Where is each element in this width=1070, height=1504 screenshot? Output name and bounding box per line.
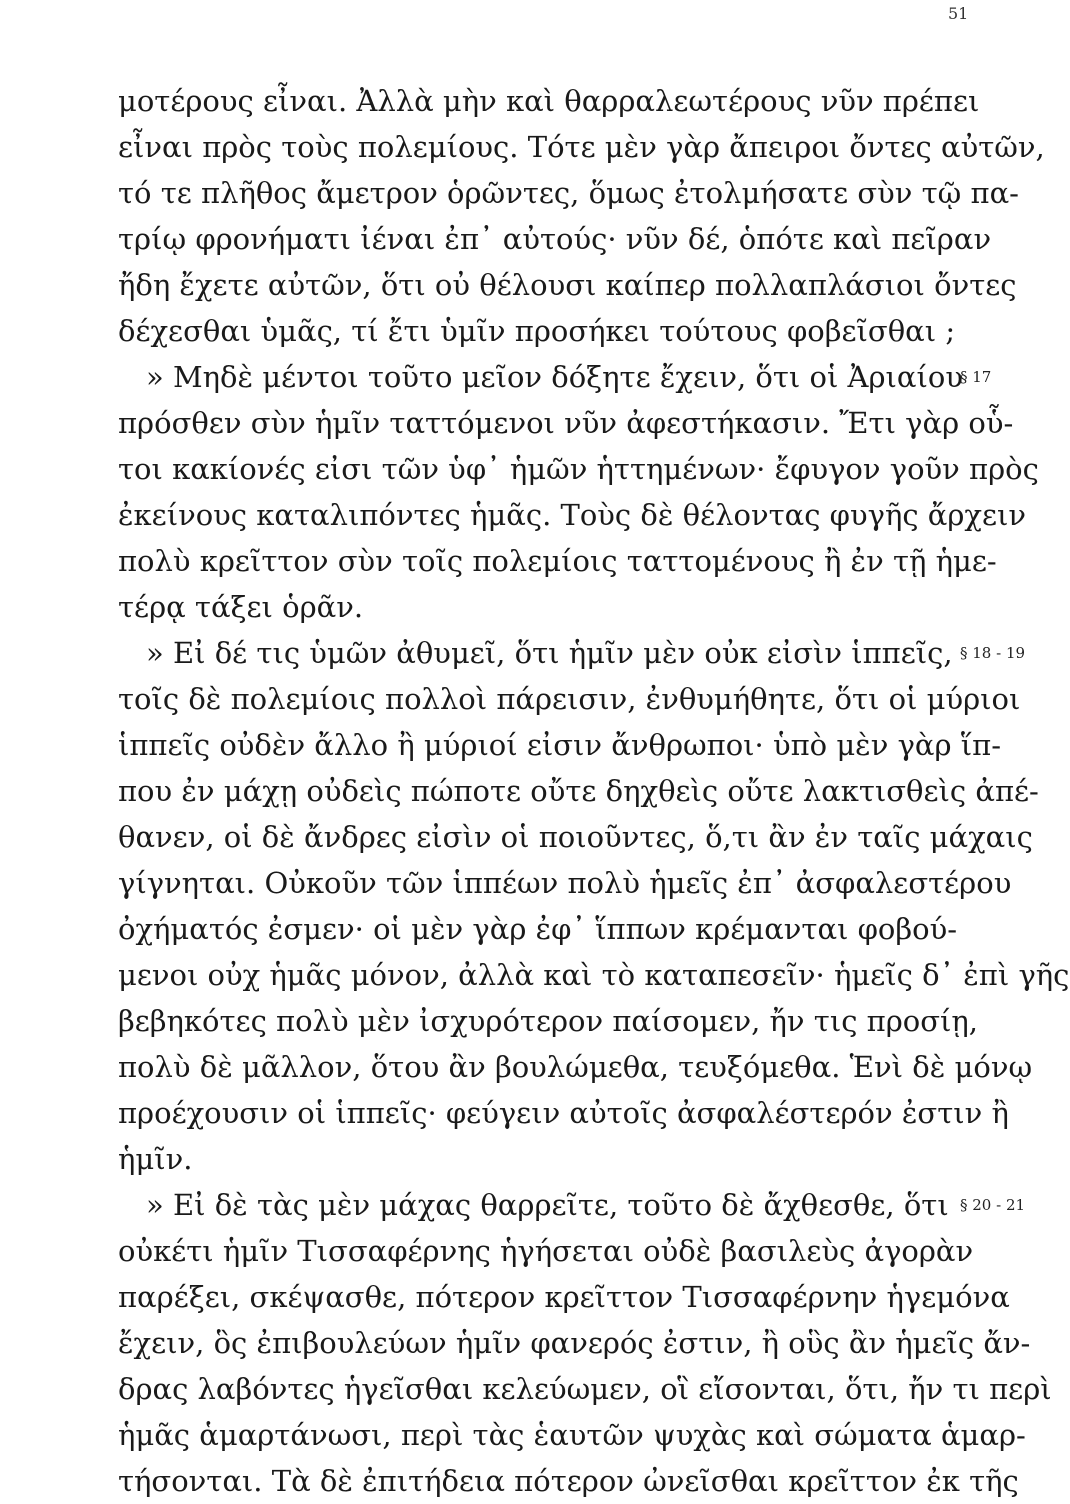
- section-marker: § 20 - 21: [960, 1196, 1026, 1214]
- line-text: ὀχήματός ἐσμεν· οἱ μὲν γὰρ ἐφ᾽ ἵππων κρέμανται φοβού-: [118, 912, 958, 946]
- line-text: τοι κακίονές εἰσι τῶν ὑφ᾽ ἡμῶν ἡττημένων· ἔφυγον γοῦν πρὸς: [118, 452, 1039, 486]
- text-line: [118, 952, 1070, 998]
- text-line: [118, 400, 1014, 446]
- line-text: τοῖς δὲ πολεμίοις πολλοὶ πάρεισιν, ἐνθυμήθητε, ὅτι οἱ μύριοι: [118, 682, 1021, 716]
- line-text: γίγνηται. Οὐκοῦν τῶν ἱππέων πολὺ ἡμεῖς ἐπ᾽ ἀσφαλεστέρου: [118, 866, 1012, 900]
- text-line: [118, 676, 1021, 722]
- line-text: προέχουσιν οἱ ἱππεῖς· φεύγειν αὐτοῖς ἀσφαλέστερόν ἐστιν ἢ: [118, 1096, 1009, 1130]
- text-line: [118, 78, 998, 124]
- line-text: μενοι οὐχ ἡμᾶς μόνον, ἀλλὰ καὶ τὸ καταπεσεῖν· ἡμεῖς δ᾽ ἐπὶ γῆς: [118, 958, 1070, 992]
- text-line: [118, 538, 998, 584]
- line-text: ἔχειν, ὃς ἐπιβουλεύων ἡμῖν φανερός ἐστιν, ἢ οὓς ἂν ἡμεῖς ἄν-: [118, 1326, 1031, 1360]
- line-text: εἶναι πρὸς τοὺς πολεμίους. Τότε μὲν γὰρ ἄπειροι ὄντες αὐτῶν,: [118, 130, 1045, 164]
- line-text: ἡμᾶς ἁμαρτάνωσι, περὶ τὰς ἑαυτῶν ψυχὰς καὶ σώματα ἁμαρ-: [118, 1418, 1026, 1452]
- line-text: βεβηκότες πολὺ μὲν ἰσχυρότερον παίσομεν, ἤν τις προσίῃ,: [118, 1004, 978, 1038]
- text-line: [118, 262, 1017, 308]
- text-line: [118, 1274, 1010, 1320]
- text-line: [118, 170, 1019, 216]
- text-line: [118, 1412, 1026, 1458]
- text-line: [118, 906, 998, 952]
- text-line: [118, 768, 1039, 814]
- line-text: ἐκείνους καταλιπόντες ἡμᾶς. Τοὺς δὲ θέλοντας φυγῆς ἄρχειν: [118, 498, 1027, 532]
- text-line: [118, 1366, 1052, 1412]
- text-line: [118, 446, 1039, 492]
- line-text: τέρᾳ τάξει ὁρᾶν.: [118, 590, 364, 624]
- line-text: τρίῳ φρονήματι ἰέναι ἐπ᾽ αὐτούς· νῦν δέ, ὁπότε καὶ πεῖραν: [118, 222, 992, 256]
- section-marker: § 17: [960, 368, 992, 386]
- section-marker: § 18 - 19: [960, 644, 1026, 662]
- line-text: δέχεσθαι ὑμᾶς, τί ἔτι ὑμῖν προσήκει τούτους φοβεῖσθαι ;: [118, 314, 956, 348]
- line-text: οὐκέτι ἡμῖν Τισσαφέρνης ἡγήσεται οὐδὲ βασιλεὺς ἀγορὰν: [118, 1234, 974, 1268]
- line-text: θανεν, οἱ δὲ ἄνδρες εἰσὶν οἱ ποιοῦντες, ὅ,τι ἂν ἐν ταῖς μάχαις: [118, 820, 1033, 854]
- text-line: [118, 860, 1012, 906]
- text-line: [118, 1182, 1026, 1228]
- line-text: που ἐν μάχῃ οὐδεὶς πώποτε οὔτε δηχθεὶς οὔτε λακτισθεὶς ἀπέ-: [118, 774, 1039, 808]
- text-line: [118, 1136, 998, 1182]
- line-text: τήσονται. Τὰ δὲ ἐπιτήδεια πότερον ὠνεῖσθαι κρεῖττον ἐκ τῆς: [118, 1464, 1019, 1498]
- line-text: δρας λαβόντες ἡγεῖσθαι κελεύωμεν, οἳ εἴσονται, ὅτι, ἤν τι περὶ: [118, 1372, 1052, 1406]
- line-text: ἤδη ἔχετε αὐτῶν, ὅτι οὐ θέλουσι καίπερ πολλαπλάσιοι ὄντες: [118, 268, 1017, 302]
- text-line: [118, 1458, 1019, 1504]
- line-text: παρέξει, σκέψασθε, πότερον κρεῖττον Τισσαφέρνην ἡγεμόνα: [118, 1280, 1010, 1314]
- text-line: [118, 1228, 998, 1274]
- text-line: [118, 814, 1033, 860]
- body-text: [118, 78, 1070, 1504]
- text-line: [118, 1320, 1031, 1366]
- text-line: [118, 998, 998, 1044]
- text-line: [118, 722, 1001, 768]
- page-number: 51: [948, 4, 969, 23]
- line-text: » Εἰ δέ τις ὑμῶν ἀθυμεῖ, ὅτι ἡμῖν μὲν οὐκ εἰσὶν ἱππεῖς,: [146, 636, 953, 670]
- text-line: [118, 124, 1045, 170]
- line-text: πρόσθεν σὺν ἡμῖν ταττόμενοι νῦν ἀφεστήκασιν. Ἔτι γὰρ οὗ-: [118, 406, 1014, 440]
- text-line: [118, 584, 998, 630]
- line-text: πολὺ δὲ μᾶλλον, ὅτου ἂν βουλώμεθα, τευξόμεθα. Ἑνὶ δὲ μόνῳ: [118, 1050, 1033, 1084]
- line-text: » Εἰ δὲ τὰς μὲν μάχας θαρρεῖτε, τοῦτο δὲ ἄχθεσθε, ὅτι: [146, 1188, 949, 1222]
- line-text: ἱππεῖς οὐδὲν ἄλλο ἢ μύριοί εἰσιν ἄνθρωποι· ὑπὸ μὲν γὰρ ἵπ-: [118, 728, 1001, 762]
- text-line: [118, 354, 998, 400]
- text-line: [118, 216, 998, 262]
- line-text: τό τε πλῆθος ἄμετρον ὁρῶντες, ὅμως ἐτολμήσατε σὺν τῷ πα-: [118, 176, 1019, 210]
- line-text: πολὺ κρεῖττον σὺν τοῖς πολεμίοις ταττομένους ἢ ἐν τῇ ἡμε-: [118, 544, 997, 578]
- text-line: [118, 630, 1026, 676]
- text-line: [118, 308, 998, 354]
- text-line: [118, 492, 1027, 538]
- line-text: » Μηδὲ μέντοι τοῦτο μεῖον δόξητε ἔχειν, ὅτι οἱ Ἀριαίου: [146, 360, 963, 394]
- text-line: [118, 1090, 1009, 1136]
- line-text: μοτέρους εἶναι. Ἀλλὰ μὴν καὶ θαρραλεωτέρους νῦν πρέπει: [118, 84, 980, 118]
- line-text: ἡμῖν.: [118, 1142, 193, 1176]
- text-line: [118, 1044, 1033, 1090]
